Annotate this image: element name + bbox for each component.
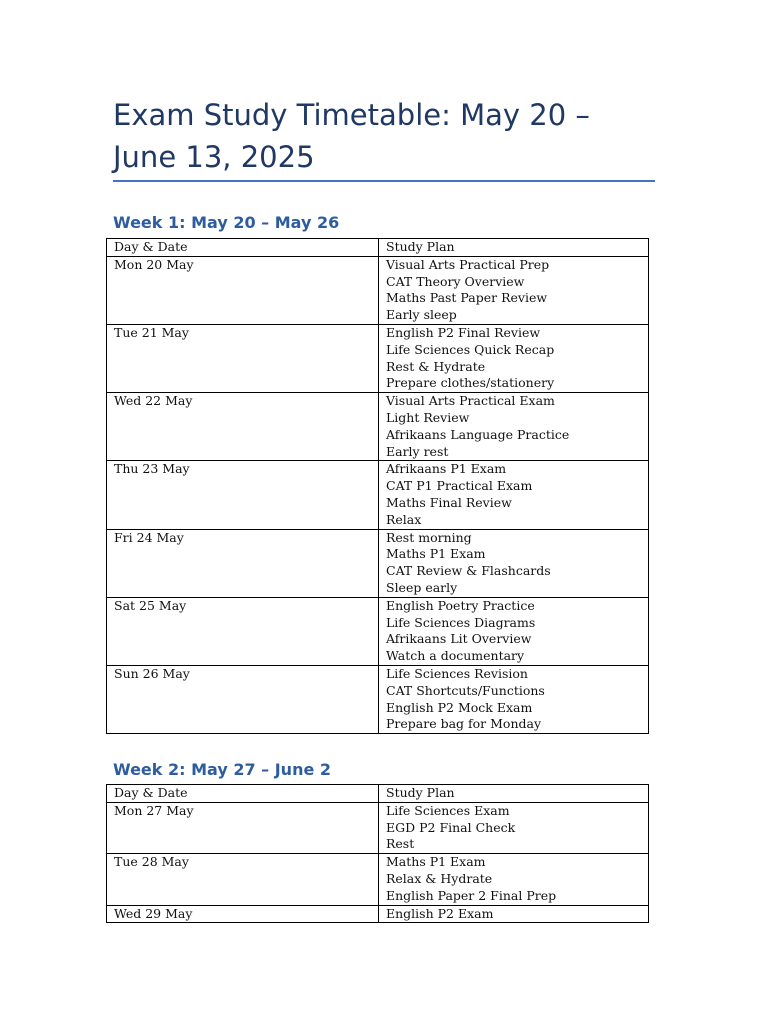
column-header-day: Day & Date <box>107 785 379 803</box>
study-plan-cell <box>379 665 649 733</box>
study-plan-item: CAT Theory Overview <box>386 273 525 289</box>
study-plan-item: CAT Review & Flashcards <box>386 563 551 579</box>
table-row <box>107 529 649 597</box>
column-header-day: Day & Date <box>107 239 379 257</box>
table-row <box>107 665 649 733</box>
study-plan-item: Afrikaans Language Practice <box>386 426 570 442</box>
table-header-row <box>107 239 649 257</box>
day-date-cell: Sat 25 May <box>107 597 379 665</box>
study-plan-item: Sleep early <box>386 579 458 595</box>
table-row <box>107 802 649 853</box>
day-date-cell: Tue 28 May <box>107 854 379 905</box>
study-plan-item: Visual Arts Practical Exam <box>386 393 555 409</box>
day-date-cell: Mon 20 May <box>107 256 379 324</box>
day-date-cell: Tue 21 May <box>107 324 379 392</box>
study-plan-item: Life Sciences Quick Recap <box>386 341 555 357</box>
study-plan-cell <box>379 854 649 905</box>
study-plan-item: Life Sciences Exam <box>386 802 510 818</box>
table-row <box>107 393 649 461</box>
day-date-cell: Wed 22 May <box>107 393 379 461</box>
study-plan-cell <box>379 393 649 461</box>
study-plan-item: Rest <box>386 836 415 852</box>
study-plan-cell <box>379 324 649 392</box>
study-plan-item: Life Sciences Revision <box>386 665 528 681</box>
table-row <box>107 597 649 665</box>
study-plan-item: Visual Arts Practical Prep <box>386 256 550 272</box>
study-plan-item: Prepare clothes/stationery <box>386 375 555 391</box>
study-plan-item: English P2 Mock Exam <box>386 699 533 715</box>
study-plan-item: Maths Past Paper Review <box>386 290 548 306</box>
study-plan-cell <box>379 529 649 597</box>
study-plan-cell <box>379 905 649 923</box>
study-plan-cell <box>379 802 649 853</box>
day-date-cell: Fri 24 May <box>107 529 379 597</box>
study-plan-item: Relax <box>386 511 422 527</box>
study-plan-item: English P2 Final Review <box>386 324 541 340</box>
study-plan-item: Relax & Hydrate <box>386 870 493 886</box>
table-row <box>107 256 649 324</box>
day-date-cell: Mon 27 May <box>107 802 379 853</box>
study-plan-item: CAT Shortcuts/Functions <box>386 682 545 698</box>
title-divider <box>113 180 655 182</box>
study-plan-cell <box>379 256 649 324</box>
study-plan-item: Rest & Hydrate <box>386 358 486 374</box>
table-header-row <box>107 785 649 803</box>
study-plan-item: Early rest <box>386 443 449 459</box>
week-2-heading: Week 2: May 27 – June 2 <box>113 760 332 779</box>
page-title: Exam Study Timetable: May 20 – June 13, 2025 <box>113 98 590 174</box>
table-row <box>107 324 649 392</box>
study-plan-item: Life Sciences Diagrams <box>386 614 536 630</box>
study-plan-item: Rest morning <box>386 529 472 545</box>
study-plan-item: Maths P1 Exam <box>386 546 486 562</box>
week-1-table <box>106 238 649 734</box>
study-plan-item: Light Review <box>386 409 470 425</box>
study-plan-item: Prepare bag for Monday <box>386 716 542 732</box>
study-plan-item: Watch a documentary <box>386 648 525 664</box>
table-row <box>107 905 649 923</box>
week-2-table <box>106 784 649 923</box>
study-plan-item: Afrikaans Lit Overview <box>386 631 532 647</box>
study-plan-cell <box>379 597 649 665</box>
day-date-cell: Sun 26 May <box>107 665 379 733</box>
study-plan-item: English P2 Exam <box>386 905 494 921</box>
study-plan-item: EGD P2 Final Check <box>386 819 516 835</box>
column-header-plan: Study Plan <box>379 785 649 803</box>
study-plan-item: Early sleep <box>386 307 457 323</box>
study-plan-item: Afrikaans P1 Exam <box>386 461 507 477</box>
day-date-cell: Wed 29 May <box>107 905 379 923</box>
study-plan-item: Maths P1 Exam <box>386 854 486 870</box>
study-plan-item: CAT P1 Practical Exam <box>386 478 533 494</box>
week-1-heading: Week 1: May 20 – May 26 <box>113 213 340 232</box>
day-date-cell: Thu 23 May <box>107 461 379 529</box>
study-plan-item: English Poetry Practice <box>386 597 535 613</box>
table-row <box>107 461 649 529</box>
study-plan-item: English Paper 2 Final Prep <box>386 887 557 903</box>
study-plan-cell <box>379 461 649 529</box>
table-row <box>107 854 649 905</box>
column-header-plan: Study Plan <box>379 239 649 257</box>
study-plan-item: Maths Final Review <box>386 494 512 510</box>
